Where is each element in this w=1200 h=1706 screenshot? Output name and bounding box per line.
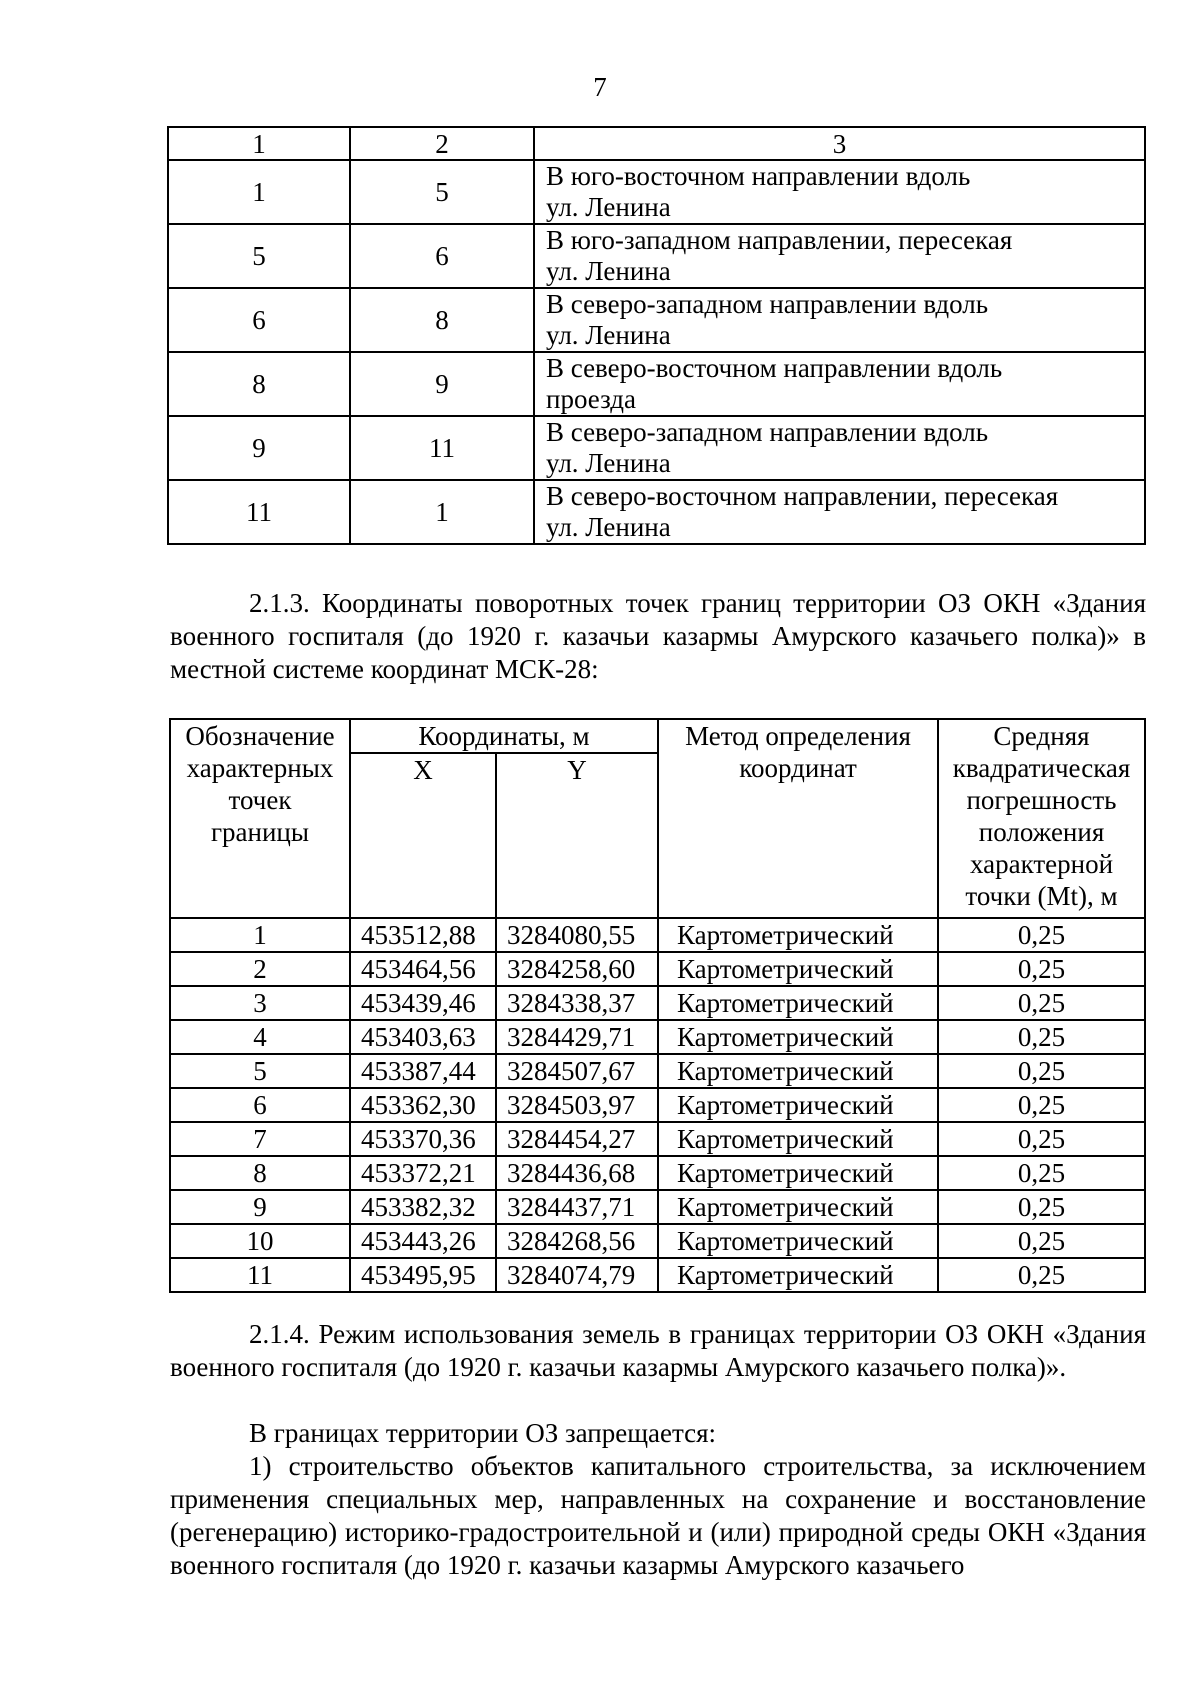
segment-description: В северо-восточном направлении вдоль проезда — [534, 352, 1145, 416]
method: Картометрический — [658, 1258, 938, 1292]
to-point: 11 — [350, 416, 534, 480]
coord-y: 3284429,71 — [496, 1020, 658, 1054]
header-coordinates: Координаты, м — [350, 719, 658, 753]
error-value: 0,25 — [938, 1122, 1145, 1156]
header-col-3: 3 — [534, 127, 1145, 160]
header-y: Y — [496, 753, 658, 918]
coord-x: 453403,63 — [350, 1020, 496, 1054]
point-number: 7 — [170, 1122, 350, 1156]
point-number: 4 — [170, 1020, 350, 1054]
table-row — [170, 1224, 1145, 1258]
error-value: 0,25 — [938, 952, 1145, 986]
table-row — [170, 952, 1145, 986]
coord-x: 453370,36 — [350, 1122, 496, 1156]
from-point: 6 — [168, 288, 350, 352]
table-header-row — [168, 127, 1145, 160]
header-mean-error: Средняя квадратическая погрешность положения характерной точки (Mt), м — [938, 719, 1145, 918]
point-number: 10 — [170, 1224, 350, 1258]
coord-y: 3284074,79 — [496, 1258, 658, 1292]
coord-x: 453464,56 — [350, 952, 496, 986]
method: Картометрический — [658, 1156, 938, 1190]
segment-description: В северо-западном направлении вдоль ул. Ленина — [534, 416, 1145, 480]
point-number: 1 — [170, 918, 350, 952]
method: Картометрический — [658, 952, 938, 986]
header-point-designation: Обозначение характерных точек границы — [170, 719, 350, 918]
table-row — [170, 1122, 1145, 1156]
table-row — [168, 480, 1145, 544]
point-number: 9 — [170, 1190, 350, 1224]
section-2-1-3-paragraph: 2.1.3. Координаты поворотных точек границ территории ОЗ ОКН «Здания военного госпиталя (до 1920 г. казачьи казармы Амурского казачьего полка)» в местной системе координат МСК-28: — [170, 588, 1146, 684]
coordinates-table — [169, 718, 1146, 1293]
header-col-1: 1 — [168, 127, 350, 160]
point-number: 6 — [170, 1088, 350, 1122]
section-2-1-4-paragraph: 2.1.4. Режим использования земель в границах территории ОЗ ОКН «Здания военного госпиталя (до 1920 г. казачьи казармы Амурского казачьего полка)». — [170, 1319, 1146, 1382]
coord-x: 453443,26 — [350, 1224, 496, 1258]
table-row — [170, 1054, 1145, 1088]
table-row — [170, 918, 1145, 952]
error-value: 0,25 — [938, 986, 1145, 1020]
coord-y: 3284268,56 — [496, 1224, 658, 1258]
to-point: 8 — [350, 288, 534, 352]
coord-x: 453387,44 — [350, 1054, 496, 1088]
error-value: 0,25 — [938, 1190, 1145, 1224]
coord-x: 453495,95 — [350, 1258, 496, 1292]
prohibited-intro: В границах территории ОЗ запрещается: — [249, 1418, 717, 1448]
method: Картометрический — [658, 1122, 938, 1156]
to-point: 5 — [350, 160, 534, 224]
point-number: 5 — [170, 1054, 350, 1088]
coord-x: 453439,46 — [350, 986, 496, 1020]
coord-x: 453362,30 — [350, 1088, 496, 1122]
to-point: 1 — [350, 480, 534, 544]
method: Картометрический — [658, 1020, 938, 1054]
method: Картометрический — [658, 918, 938, 952]
prohibition-item-1: 1) строительство объектов капитального строительства, за исключением применения специальных мер, направленных на сохранение и восстановление (регенерацию) историко-градостроительной и (или) природной среды ОКН «Здания военного госпиталя (до 1920 г. казачьи казармы Амурского казачьего — [170, 1451, 1146, 1580]
table-row — [170, 1088, 1145, 1122]
table-row — [170, 1020, 1145, 1054]
segment-description: В юго-западном направлении, пересекая ул. Ленина — [534, 224, 1145, 288]
table-row — [170, 1156, 1145, 1190]
header-method: Метод определения координат — [658, 719, 938, 918]
coord-y: 3284437,71 — [496, 1190, 658, 1224]
coord-y: 3284503,97 — [496, 1088, 658, 1122]
coord-x: 453382,32 — [350, 1190, 496, 1224]
from-point: 9 — [168, 416, 350, 480]
point-number: 8 — [170, 1156, 350, 1190]
method: Картометрический — [658, 1190, 938, 1224]
to-point: 9 — [350, 352, 534, 416]
from-point: 1 — [168, 160, 350, 224]
coord-y: 3284338,37 — [496, 986, 658, 1020]
method: Картометрический — [658, 986, 938, 1020]
table-row — [170, 986, 1145, 1020]
error-value: 0,25 — [938, 1088, 1145, 1122]
header-x: X — [350, 753, 496, 918]
table-row — [170, 1190, 1145, 1224]
from-point: 5 — [168, 224, 350, 288]
table-row — [168, 416, 1145, 480]
from-point: 11 — [168, 480, 350, 544]
method: Картометрический — [658, 1224, 938, 1258]
segment-description: В юго-восточном направлении вдоль ул. Ленина — [534, 160, 1145, 224]
coord-x: 453512,88 — [350, 918, 496, 952]
table-row — [168, 224, 1145, 288]
table-row — [168, 160, 1145, 224]
segment-description: В северо-западном направлении вдоль ул. Ленина — [534, 288, 1145, 352]
table-row — [168, 352, 1145, 416]
to-point: 6 — [350, 224, 534, 288]
method: Картометрический — [658, 1054, 938, 1088]
error-value: 0,25 — [938, 918, 1145, 952]
point-number: 11 — [170, 1258, 350, 1292]
coord-y: 3284080,55 — [496, 918, 658, 952]
error-value: 0,25 — [938, 1224, 1145, 1258]
point-number: 3 — [170, 986, 350, 1020]
coord-y: 3284258,60 — [496, 952, 658, 986]
page-number: 7 — [593, 72, 607, 102]
coord-y: 3284436,68 — [496, 1156, 658, 1190]
method: Картометрический — [658, 1088, 938, 1122]
table-row — [168, 288, 1145, 352]
error-value: 0,25 — [938, 1258, 1145, 1292]
error-value: 0,25 — [938, 1156, 1145, 1190]
table-row — [170, 1258, 1145, 1292]
coord-y: 3284454,27 — [496, 1122, 658, 1156]
coord-x: 453372,21 — [350, 1156, 496, 1190]
error-value: 0,25 — [938, 1020, 1145, 1054]
header-col-2: 2 — [350, 127, 534, 160]
from-point: 8 — [168, 352, 350, 416]
table-header-row — [170, 719, 1145, 753]
point-number: 2 — [170, 952, 350, 986]
segment-description: В северо-восточном направлении, пересекая ул. Ленина — [534, 480, 1145, 544]
error-value: 0,25 — [938, 1054, 1145, 1088]
coord-y: 3284507,67 — [496, 1054, 658, 1088]
boundary-segments-table — [167, 126, 1146, 545]
